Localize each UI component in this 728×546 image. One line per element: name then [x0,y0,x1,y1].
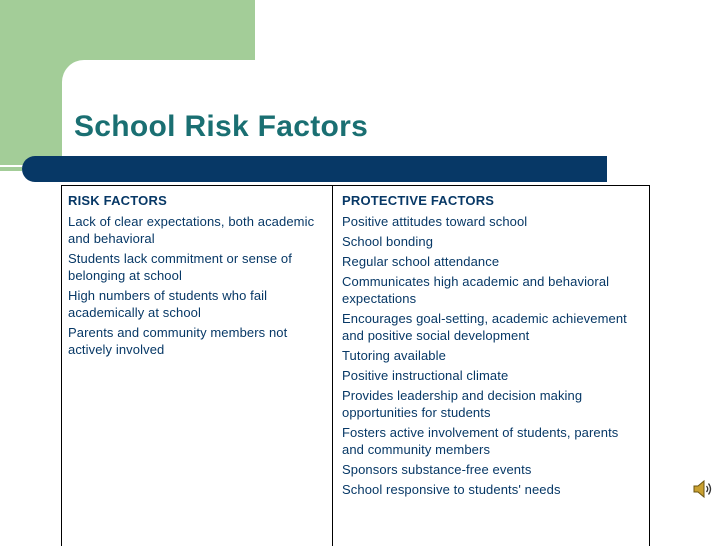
protective-factor-item: School bonding [342,234,434,249]
protective-factor-item: Communicates high academic and behavioral expectations [342,274,610,306]
protective-factor-item: Positive instructional climate [342,368,509,383]
protective-factors-column [333,186,649,546]
risk-factors-column [62,186,333,546]
speaker-icon-graphic [692,478,714,500]
protective-factor-item: Tutoring available [342,348,446,363]
protective-factors-header: PROTECTIVE FACTORS [342,193,495,208]
speaker-icon[interactable] [692,478,714,500]
slide-title: School Risk Factors [74,110,369,143]
risk-factor-item: Parents and community members not actively involved [68,325,288,357]
risk-factor-item: Students lack commitment or sense of belonging at school [68,251,292,283]
risk-factor-item: High numbers of students who fail academically at school [68,288,268,320]
risk-factor-item: Lack of clear expectations, both academic and behavioral [68,214,315,246]
factors-table [61,185,650,546]
protective-factor-item: Provides leadership and decision making opportunities for students [342,388,583,420]
title-rule-bar [22,156,607,182]
title-rule-accent [0,167,22,171]
protective-factor-item: Sponsors substance-free events [342,462,532,477]
protective-factor-item: Encourages goal-setting, academic achievement and positive social development [342,311,627,343]
protective-factor-item: Regular school attendance [342,254,500,269]
protective-factor-item: School responsive to students' needs [342,482,561,497]
risk-factors-header: RISK FACTORS [68,193,167,208]
protective-factor-item: Positive attitudes toward school [342,214,528,229]
protective-factor-item: Fosters active involvement of students, parents and community members [342,425,619,457]
